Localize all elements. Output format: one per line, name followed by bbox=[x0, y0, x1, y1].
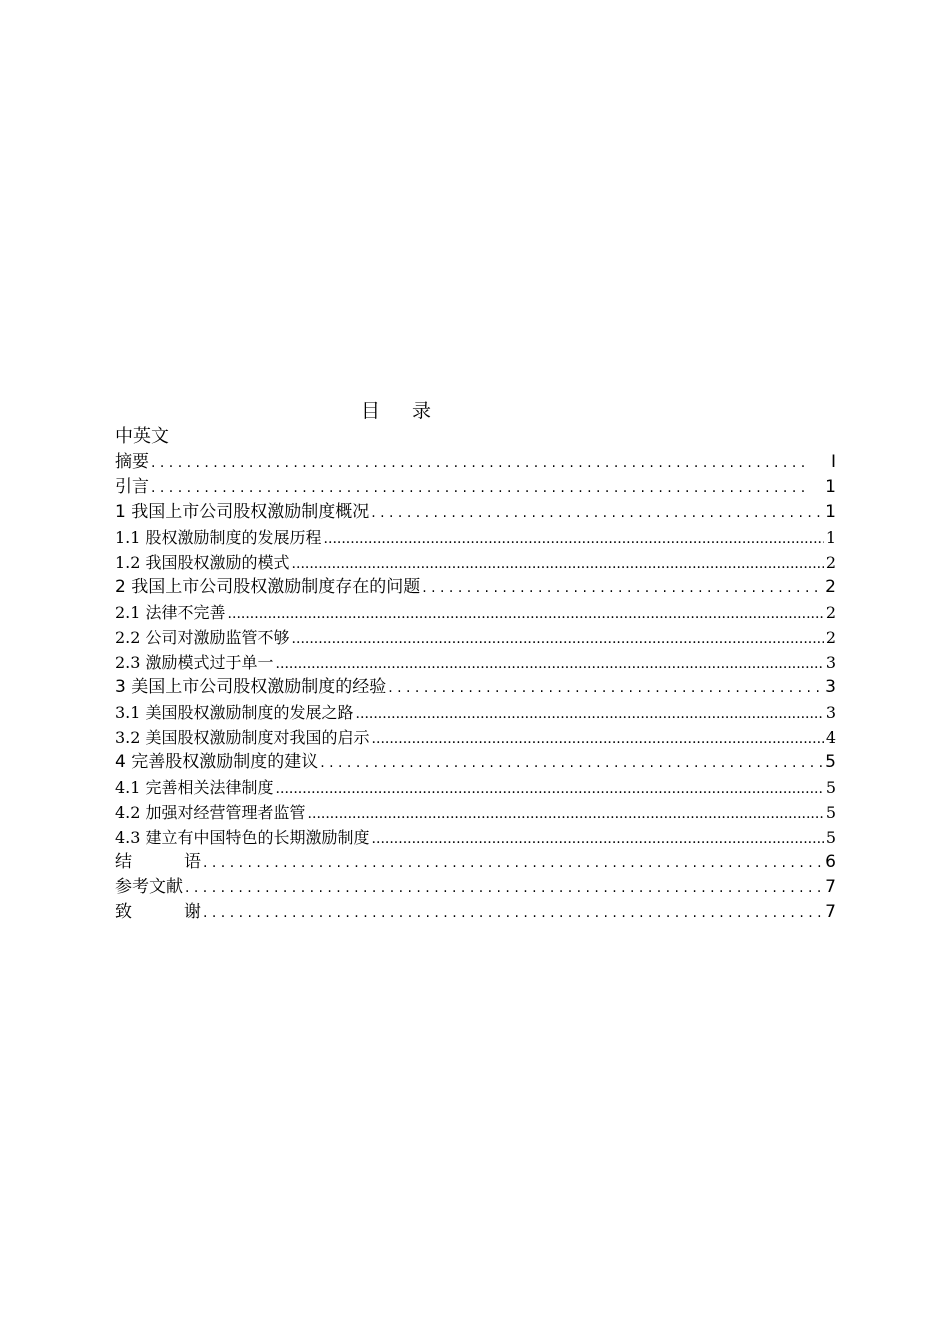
toc-entry-page: 2 bbox=[825, 577, 836, 597]
toc-leader-dots bbox=[203, 851, 823, 876]
toc-entry-page: 1 bbox=[825, 502, 836, 522]
toc-entry-label: 1 我国上市公司股权激励制度概况 bbox=[115, 502, 370, 522]
toc-entry-page: 3 bbox=[825, 677, 836, 697]
abstract-heading: 中英文 bbox=[115, 426, 169, 447]
toc-entry-page: 5 bbox=[825, 828, 836, 847]
toc-entry[interactable] bbox=[115, 725, 836, 750]
toc-title bbox=[361, 398, 431, 424]
toc-entry-label: 2.1 法律不完善 bbox=[115, 603, 226, 622]
toc-entry[interactable] bbox=[115, 600, 836, 625]
toc-entry-label: 4.1 完善相关法律制度 bbox=[115, 778, 274, 797]
toc-entry-page: 7 bbox=[825, 877, 836, 897]
toc-entry[interactable] bbox=[115, 775, 836, 800]
toc-entry[interactable] bbox=[115, 450, 836, 475]
toc-entry-page: 2 bbox=[825, 603, 836, 622]
toc-entry-page: 6 bbox=[825, 852, 836, 872]
toc-entry-label-char: 致 bbox=[115, 902, 132, 922]
toc-entry-label: 4.3 建立有中国特色的长期激励制度 bbox=[115, 828, 370, 847]
toc-entry[interactable] bbox=[115, 575, 836, 600]
toc-entry-page: 1 bbox=[825, 477, 836, 497]
toc-entry-label: 摘要 bbox=[115, 452, 149, 472]
toc-leader-dots bbox=[372, 727, 824, 752]
toc-entry-label: 1.2 我国股权激励的模式 bbox=[115, 553, 290, 572]
toc-entry-label-char: 结 bbox=[115, 852, 132, 872]
toc-entry[interactable] bbox=[115, 675, 836, 700]
toc-entry-page: 2 bbox=[825, 628, 836, 647]
toc-leader-dots bbox=[292, 552, 824, 577]
toc-entry[interactable] bbox=[115, 850, 836, 875]
toc-entry-label: 1.1 股权激励制度的发展历程 bbox=[115, 528, 322, 547]
toc-leader-dots bbox=[308, 802, 824, 827]
toc-leader-dots bbox=[203, 901, 823, 926]
toc-entry[interactable] bbox=[115, 475, 836, 500]
toc-entry-page: 2 bbox=[825, 553, 836, 572]
toc-entry[interactable] bbox=[115, 825, 836, 850]
toc-entry[interactable] bbox=[115, 800, 836, 825]
toc-entry[interactable] bbox=[115, 900, 836, 925]
toc-leader-dots bbox=[276, 652, 824, 677]
toc-leader-dots bbox=[185, 876, 823, 901]
toc-leader-dots bbox=[371, 501, 823, 526]
toc-entry-label-char: 谢 bbox=[184, 902, 201, 922]
toc-entry[interactable] bbox=[115, 875, 836, 900]
toc-entry-label: 3 美国上市公司股权激励制度的经验 bbox=[115, 677, 387, 697]
toc-entry-label bbox=[115, 900, 201, 925]
toc-leader-dots bbox=[388, 676, 823, 701]
toc-entry-label: 3.1 美国股权激励制度的发展之路 bbox=[115, 703, 354, 722]
toc-entry-label: 4 完善股权激励制度的建议 bbox=[115, 752, 319, 772]
toc-leader-dots bbox=[228, 602, 824, 627]
toc-entry-page: 3 bbox=[825, 653, 836, 672]
toc-list bbox=[115, 450, 836, 925]
toc-entry-label: 4.2 加强对经营管理者监管 bbox=[115, 803, 306, 822]
toc-leader-dots bbox=[151, 476, 823, 501]
toc-entry-page: 5 bbox=[825, 803, 836, 822]
toc-title-char: 录 bbox=[411, 400, 431, 422]
toc-entry-label: 2.3 激励模式过于单一 bbox=[115, 653, 274, 672]
toc-leader-dots bbox=[356, 702, 824, 727]
toc-leader-dots bbox=[292, 627, 824, 652]
toc-entry[interactable] bbox=[115, 750, 836, 775]
toc-entry-label: 2.2 公司对激励监管不够 bbox=[115, 628, 290, 647]
toc-entry-page: 3 bbox=[825, 703, 836, 722]
toc-title-char: 目 bbox=[361, 400, 381, 422]
toc-entry-page: 5 bbox=[825, 752, 836, 772]
toc-entry-label: 引言 bbox=[115, 477, 149, 497]
toc-entry[interactable] bbox=[115, 525, 836, 550]
toc-entry-page: 5 bbox=[825, 778, 836, 797]
toc-entry-label: 参考文献 bbox=[115, 877, 183, 897]
toc-entry-label-char: 语 bbox=[184, 852, 201, 872]
toc-leader-dots bbox=[320, 751, 823, 776]
toc-entry[interactable] bbox=[115, 700, 836, 725]
toc-leader-dots bbox=[422, 576, 823, 601]
toc-entry-page: 1 bbox=[825, 528, 836, 547]
toc-entry-page: I bbox=[830, 452, 836, 472]
toc-leader-dots bbox=[151, 451, 829, 476]
toc-entry-label bbox=[115, 850, 201, 875]
toc-leader-dots bbox=[372, 827, 824, 852]
toc-leader-dots bbox=[324, 527, 824, 552]
toc-entry[interactable] bbox=[115, 500, 836, 525]
toc-entry[interactable] bbox=[115, 650, 836, 675]
toc-entry[interactable] bbox=[115, 625, 836, 650]
toc-leader-dots bbox=[276, 777, 824, 802]
toc-entry-label: 2 我国上市公司股权激励制度存在的问题 bbox=[115, 577, 421, 597]
toc-entry-page: 4 bbox=[825, 728, 836, 747]
toc-entry-label: 3.2 美国股权激励制度对我国的启示 bbox=[115, 728, 370, 747]
toc-entry-page: 7 bbox=[825, 902, 836, 922]
toc-entry[interactable] bbox=[115, 550, 836, 575]
